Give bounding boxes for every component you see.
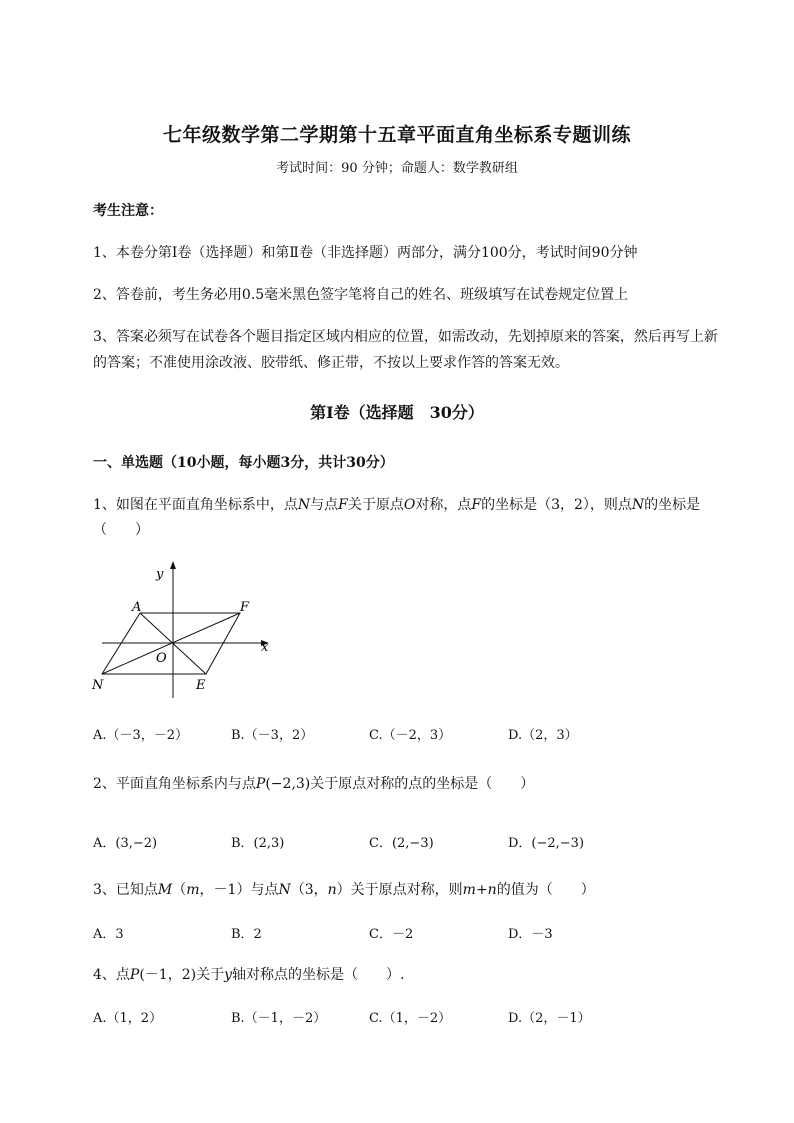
point-f-label: F: [240, 600, 250, 615]
note-item-1: 1、本卷分第Ⅰ卷（选择题）和第Ⅱ卷（非选择题）两部分，满分100分，考试时间90分钟: [93, 245, 638, 261]
question-2-option-c: C．(2,−3): [369, 836, 434, 851]
question-2-option-d: D．(−2,−3): [508, 836, 585, 851]
point-n-label: N: [92, 678, 104, 693]
question-3-option-c: C．－2: [369, 927, 414, 942]
note-item-3-line-1: 3、答案必须写在试卷各个题目指定区域内相应的位置，如需改动，先划掉原来的答案，然后再写上新: [93, 329, 718, 345]
question-3-stem: 3、已知点M（m，－1）与点N（3，n）关于原点对称，则m+n的值为（ ）: [93, 882, 595, 898]
question-2-option-b: B．(2,3): [231, 836, 285, 851]
question-1-figure: [88, 560, 278, 700]
point-a-label: A: [132, 600, 142, 615]
exam-info: 考试时间：90 分钟；命题人：数学教研组: [276, 161, 518, 176]
question-3-option-d: D．－3: [508, 927, 553, 942]
question-1-option-b: B.（－3，2）: [231, 728, 314, 743]
question-1-option-a: A.（－3，－2）: [93, 728, 189, 743]
part-title: 一、单选题（10小题，每小题3分，共计30分）: [93, 455, 394, 471]
notes-heading: 考生注意：: [93, 203, 163, 219]
question-3-option-a: A．3: [93, 927, 124, 942]
page-title: 七年级数学第二学期第十五章平面直角坐标系专题训练: [162, 124, 631, 146]
note-item-2: 2、答卷前，考生务必用0.5毫米黑色签字笔将自己的姓名、班级填写在试卷规定位置上: [93, 287, 629, 303]
question-4-option-a: A.（1，2）: [93, 1011, 163, 1026]
question-1-option-c: C.（－2，3）: [369, 728, 452, 743]
origin-o-label: O: [156, 651, 167, 666]
question-2-option-a: A．(3,−2): [93, 836, 158, 851]
question-2-stem: 2、平面直角坐标系内与点P(−2,3)关于原点对称的点的坐标是（ ）: [93, 776, 535, 792]
y-axis-arrow-icon: [170, 561, 176, 569]
question-3-option-b: B．2: [231, 927, 262, 942]
question-1-option-d: D.（2，3）: [508, 728, 578, 743]
question-4-option-c: C.（1，－2）: [369, 1011, 452, 1026]
y-axis-label: y: [156, 567, 164, 582]
note-item-3-line-2: 的答案；不准使用涂改液、胶带纸、修正带，不按以上要求作答的答案无效。: [93, 355, 569, 371]
section-title: 第Ⅰ卷（选择题 30分）: [310, 403, 484, 422]
question-4-stem: 4、点P(－1，2)关于y轴对称点的坐标是（ ）.: [93, 967, 405, 983]
question-1-stem: 1、如图在平面直角坐标系中，点N与点F关于原点O对称，点F的坐标是（3，2），则点N的坐标是: [93, 497, 701, 513]
question-4-option-d: D.（2，－1）: [508, 1011, 591, 1026]
question-4-option-b: B.（－1，－2）: [231, 1011, 327, 1026]
question-1-blank: （ ）: [93, 522, 149, 538]
x-axis-label: x: [261, 640, 269, 655]
point-e-label: E: [196, 678, 206, 693]
